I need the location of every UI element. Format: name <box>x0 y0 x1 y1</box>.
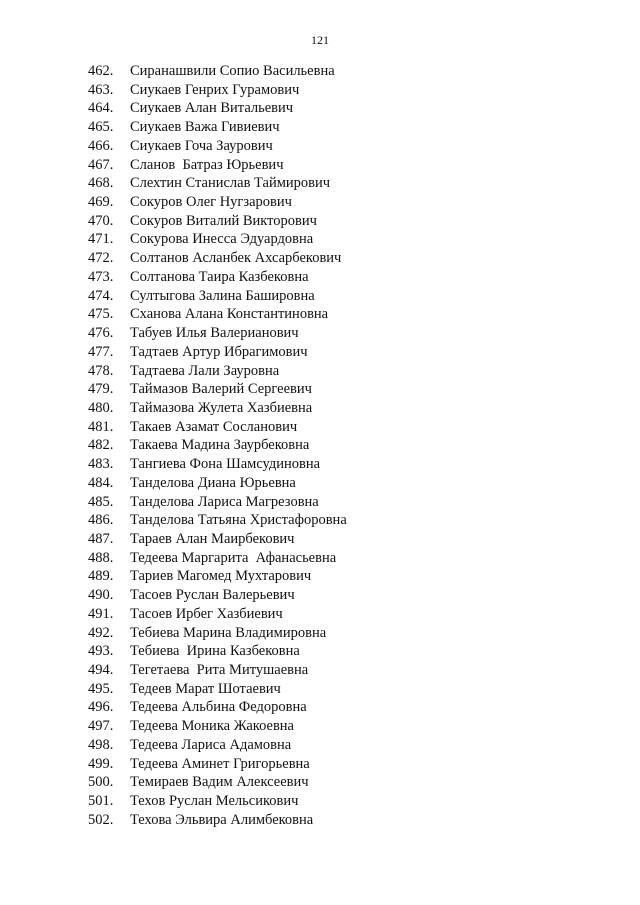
entry-number: 466. <box>88 137 114 154</box>
entry-name: Танделова Диана Юрьевна <box>130 474 296 491</box>
entry-name: Солтанова Таира Казбековна <box>130 268 309 285</box>
entry-name: Сиранашвили Сопио Васильевна <box>130 63 335 79</box>
list-item <box>88 661 347 680</box>
entry-number: 498. <box>88 736 114 753</box>
entry-number: 472. <box>88 250 114 267</box>
entry-number: 482. <box>88 437 114 454</box>
list-item <box>88 530 347 549</box>
list-item <box>88 680 347 699</box>
list-item <box>88 755 347 774</box>
list-item <box>88 324 347 343</box>
entry-number: 467. <box>88 156 114 173</box>
entry-number: 478. <box>88 362 114 379</box>
entry-name: Сокуров Виталий Викторович <box>130 212 317 229</box>
entry-name: Тасоев Ирбег Хазбиевич <box>130 605 283 622</box>
entry-name: Танделова Лариса Магрезовна <box>130 493 319 510</box>
list-item <box>88 455 347 474</box>
list-item <box>88 343 347 362</box>
entry-name: Тадтаев Артур Ибрагимович <box>130 343 308 360</box>
entry-name: Темираев Вадим Алексеевич <box>130 774 309 791</box>
entry-name: Сокурова Инесса Эдуардовна <box>130 231 314 248</box>
list-item <box>88 549 347 568</box>
entry-number: 481. <box>88 418 114 435</box>
entry-number: 500. <box>88 774 114 791</box>
entry-number: 492. <box>88 624 114 641</box>
entry-number: 491. <box>88 605 114 622</box>
entry-name: Сланов Батраз Юрьевич <box>130 156 284 173</box>
list-item <box>88 773 347 792</box>
entry-name: Тедеева Моника Жакоевна <box>130 718 294 735</box>
list-item <box>88 811 347 830</box>
entry-name: Солтанов Асланбек Ахсарбекович <box>130 250 342 267</box>
entry-number: 495. <box>88 680 114 697</box>
entry-number: 486. <box>88 512 114 529</box>
entry-number: 494. <box>88 662 114 678</box>
entry-name: Тебиева Марина Владимировна <box>130 624 327 641</box>
page-number: 121 <box>311 33 329 47</box>
list-item <box>88 605 347 624</box>
entry-name: Сиукаев Генрих Гурамович <box>130 81 300 98</box>
list-item <box>88 792 347 811</box>
list-item <box>88 474 347 493</box>
entry-name: Тариев Магомед Мухтарович <box>130 568 312 585</box>
entry-number: 477. <box>88 343 114 360</box>
entry-number: 474. <box>88 287 114 304</box>
entry-number: 501. <box>88 793 114 810</box>
entry-name: Тедеева Аминет Григорьевна <box>130 755 310 772</box>
list-item <box>88 493 347 512</box>
entry-name: Сиукаев Алан Витальевич <box>130 100 294 117</box>
entry-name: Таймазов Валерий Сергеевич <box>130 381 312 398</box>
entry-name: Сиукаев Важа Гивиевич <box>130 119 280 136</box>
entry-number: 463. <box>88 81 114 98</box>
entry-name: Тадтаева Лали Зауровна <box>130 362 280 379</box>
list-item <box>88 642 347 661</box>
entry-name: Тасоев Руслан Валерьевич <box>130 587 295 604</box>
entry-number: 489. <box>88 568 114 585</box>
list-item <box>88 736 347 755</box>
list-item <box>88 436 347 455</box>
list-item <box>88 193 347 212</box>
entry-number: 473. <box>88 268 114 285</box>
list-item <box>88 380 347 399</box>
entry-name: Сокуров Олег Нугзарович <box>130 194 292 211</box>
list-item <box>88 174 347 193</box>
entry-name: Тедеева Альбина Федоровна <box>130 699 307 716</box>
list-item <box>88 586 347 605</box>
list-item <box>88 62 347 81</box>
entry-name: Сханова Алана Константиновна <box>130 306 329 323</box>
list-item <box>88 249 347 268</box>
entry-name: Тангиева Фона Шамсудиновна <box>130 456 321 473</box>
list-item <box>88 418 347 437</box>
entry-number: 485. <box>88 493 114 510</box>
entry-number: 497. <box>88 718 114 735</box>
entry-number: 464. <box>88 100 114 117</box>
entry-name: Таймазова Жулета Хазбиевна <box>130 399 313 416</box>
entry-name: Техова Эльвира Алимбековна <box>130 811 314 828</box>
list-item <box>88 362 347 381</box>
entry-number: 475. <box>88 306 114 323</box>
entry-name: Тараев Алан Маирбекович <box>130 530 295 547</box>
entry-name: Слехтин Станислав Таймирович <box>130 175 331 192</box>
list-item <box>88 230 347 249</box>
entry-number: 488. <box>88 549 114 566</box>
list-item <box>88 511 347 530</box>
entry-number: 484. <box>88 474 114 491</box>
list-item <box>88 99 347 118</box>
entry-number: 499. <box>88 755 114 772</box>
list-item <box>88 567 347 586</box>
name-list <box>88 62 347 829</box>
entry-number: 465. <box>88 119 114 136</box>
entry-name: Тедеева Лариса Адамовна <box>130 736 292 753</box>
list-item <box>88 287 347 306</box>
entry-number: 480. <box>88 399 114 416</box>
list-item <box>88 81 347 100</box>
list-item <box>88 624 347 643</box>
entry-number: 469. <box>88 194 114 211</box>
entry-number: 471. <box>88 231 114 248</box>
entry-name: Сиукаев Гоча Заурович <box>130 137 273 154</box>
list-item <box>88 717 347 736</box>
entry-number: 479. <box>88 381 114 398</box>
entry-number: 490. <box>88 587 114 604</box>
entry-name: Табуев Илья Валерианович <box>130 325 299 342</box>
entry-number: 493. <box>88 643 114 660</box>
list-item <box>88 399 347 418</box>
entry-name: Султыгова Залина Башировна <box>130 287 315 304</box>
entry-number: 462. <box>88 63 114 79</box>
entry-number: 483. <box>88 456 114 473</box>
entry-number: 487. <box>88 530 114 547</box>
entry-name: Тедеева Маргарита Афанасьевна <box>130 549 337 566</box>
entry-name: Тебиева Ирина Казбековна <box>130 643 300 660</box>
entry-name: Техов Руслан Мельсикович <box>130 793 299 810</box>
list-item <box>88 118 347 137</box>
entry-number: 470. <box>88 212 114 229</box>
entry-name: Тегетаева Рита Митушаевна <box>130 662 309 678</box>
entry-name: Такаева Мадина Заурбековна <box>130 437 310 454</box>
entry-number: 476. <box>88 325 114 342</box>
list-item <box>88 698 347 717</box>
entry-name: Танделова Татьяна Христафоровна <box>130 512 347 529</box>
list-item <box>88 156 347 175</box>
entry-name: Такаев Азамат Сосланович <box>130 418 298 435</box>
entry-number: 502. <box>88 811 114 828</box>
list-item <box>88 305 347 324</box>
entry-number: 496. <box>88 699 114 716</box>
entry-name: Тедеев Марат Шотаевич <box>130 680 281 697</box>
list-item <box>88 212 347 231</box>
list-item <box>88 137 347 156</box>
list-item <box>88 268 347 287</box>
entry-number: 468. <box>88 175 114 192</box>
